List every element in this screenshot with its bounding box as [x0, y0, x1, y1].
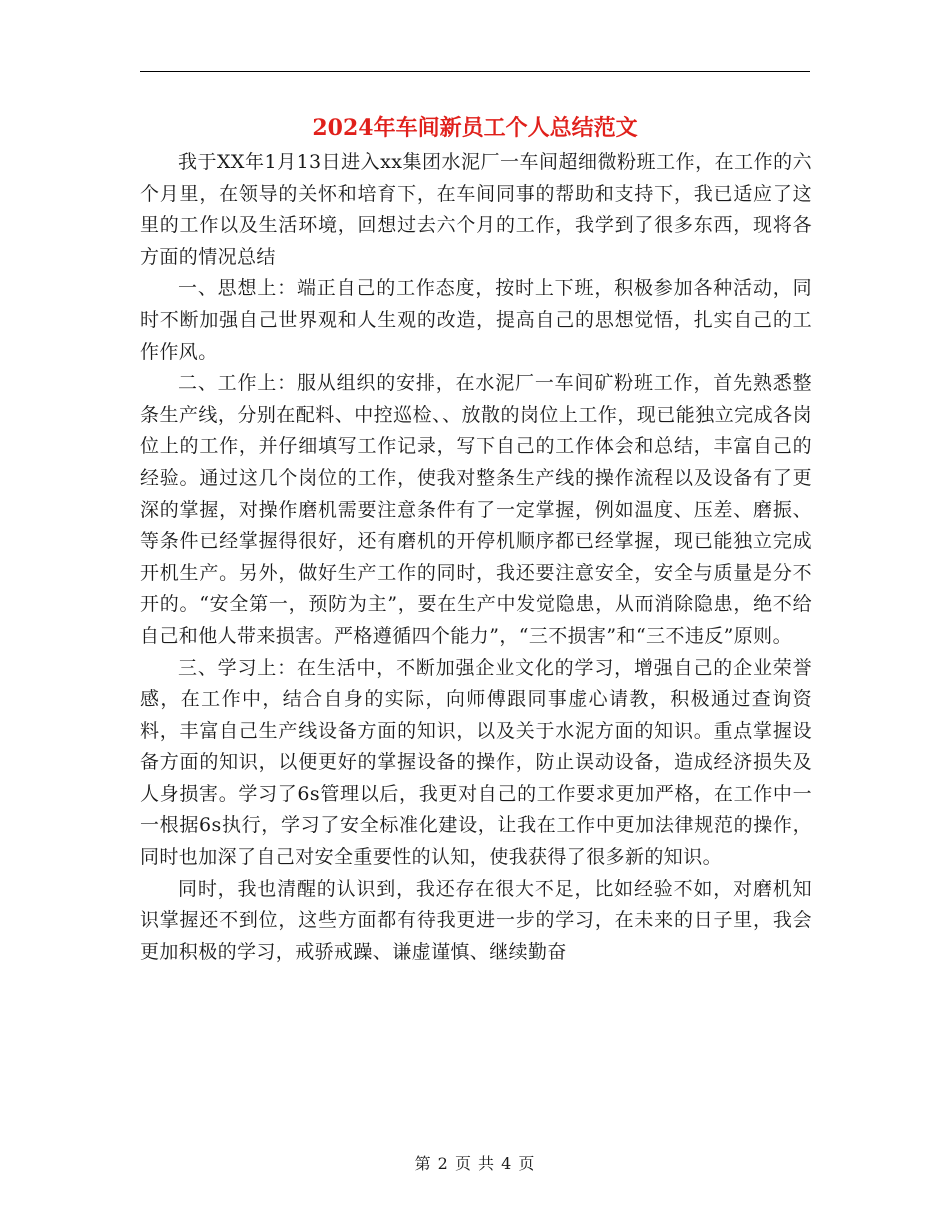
paragraph-intro: 我于XX年1月13日进入xx集团水泥厂一车间超细微粉班工作，在工作的六个月里，在领导的关怀和培育下，在车间同事的帮助和支持下，我已适应了这里的工作以及生活环境，回想过去六个月的工作，我学到了很多东西，现将各方面的情况总结: [140, 151, 812, 268]
document-title: 2024年车间新员工个人总结范文: [312, 115, 638, 141]
page-number-footer: 第 2 页 共 4 页: [414, 1154, 536, 1173]
header-rule: [140, 71, 810, 72]
paragraph-thought: 一、思想上：端正自己的工作态度，按时上下班，积极参加各种活动，同时不断加强自己世界观和人生观的改造，提高自己的思想觉悟，扎实自己的工作作风。: [140, 277, 812, 363]
document-body: [140, 147, 812, 968]
paragraph-shortcomings: 同时，我也清醒的认识到，我还存在很大不足，比如经验不如，对磨机知识掌握还不到位，这些方面都有待我更进一步的学习，在未来的日子里，我会更加积极的学习，戒骄戒躁、谦虚谨慎、继续勤奋: [140, 877, 812, 963]
paragraph-work: 二、工作上：服从组织的安排，在水泥厂一车间矿粉班工作，首先熟悉整条生产线，分别在配料、中控巡检、、放散的岗位上工作，现已能独立完成各岗位上的工作，并仔细填写工作记录，写下自己的工作体会和总结，丰富自己的经验。通过这几个岗位的工作，使我对整条生产线的操作流程以及设备有了更深的掌握，对操作磨机需要注意条件有了一定掌握，例如温度、压差、磨振、等条件已经掌握得很好，还有磨机的开停机顺序都已经掌握，现已能独立完成开机生产。另外，做好生产工作的同时，我还要注意安全，安全与质量是分不开的。“安全第一，预防为主”，要在生产中发觉隐患，从而消除隐患，绝不给自己和他人带来损害。严格遵循四个能力”，“三不损害”和“三不违反”原则。: [140, 372, 812, 647]
paragraph-study: 三、学习上：在生活中，不断加强企业文化的学习，增强自己的企业荣誉感，在工作中，结合自身的实际，向师傅跟同事虚心请教，积极通过查询资料，丰富自己生产线设备方面的知识，以及关于水泥方面的知识。重点掌握设备方面的知识，以便更好的掌握设备的操作，防止误动设备，造成经济损失及人身损害。学习了6s管理以后，我更对自己的工作要求更加严格，在工作中一一根据6s执行，学习了安全标准化建设，让我在工作中更加法律规范的操作，同时也加深了自己对安全重要性的认知，使我获得了很多新的知识。: [140, 656, 812, 869]
